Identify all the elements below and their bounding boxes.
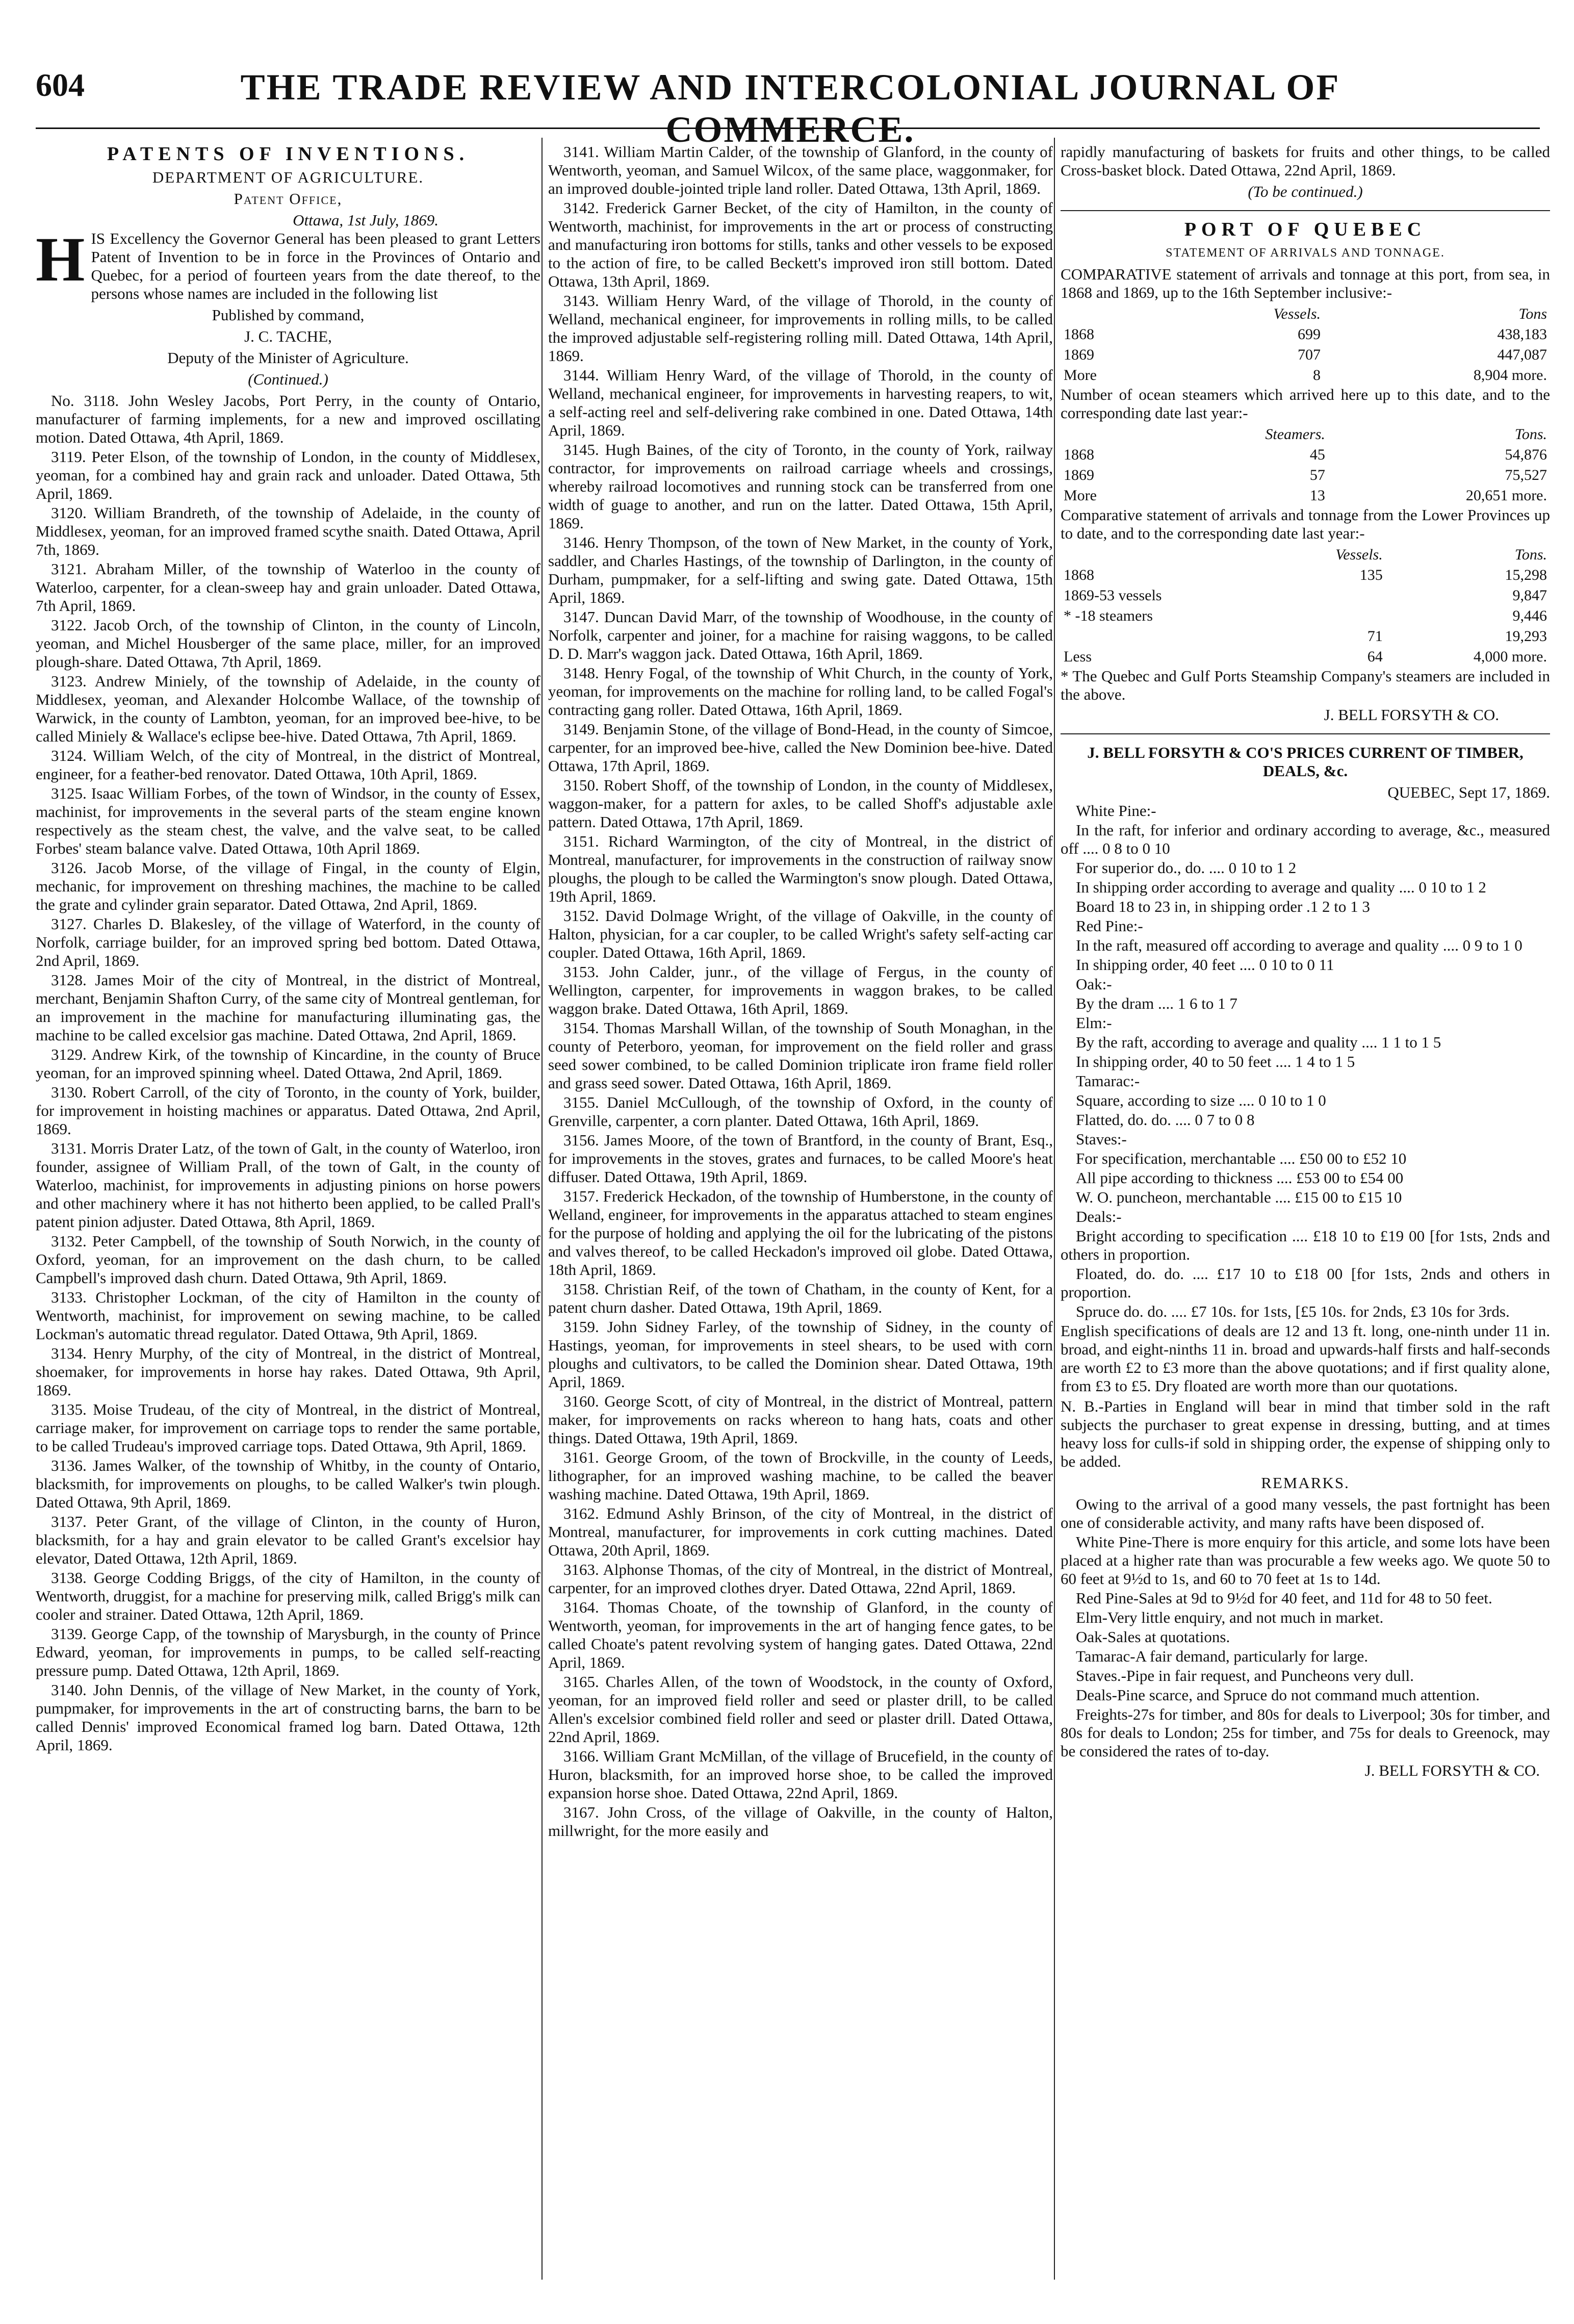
intro-text: IS Excellency the Governor General has been pleased to grant Letters Patent of Invention to be in force in the Provinces of Ontario and Quebec, for a period of fourteen years from the date thereof, to the persons whose names are included in the following list xyxy=(91,229,540,302)
remark: Tamarac-A fair demand, particularly for large. xyxy=(1076,1647,1369,1665)
price-line: Spruce do. do. .... £7 10s. for 1sts, [£5 10s. for 2nds, £3 10s for 3rds. xyxy=(1076,1303,1510,1320)
patent-entry: 3128. James Moir of the city of Montreal, in the district of Montreal, merchant, Benjamin Shafton Curry, of the same city of Montreal gentleman, for an improvement in the machine for manufacturing illuminating gas, the machine to be called excelsior gas machine. Dated Ottawa, 2nd April, 1869. xyxy=(36,971,540,1044)
table-cell: 13 xyxy=(1309,487,1325,504)
patent-entry: 3137. Peter Grant, of the village of Clinton, in the county of Huron, blacksmith, for a hay and grain elevator to be called Grant's excelsior hay elevator, Dated Ottawa, 12th April, 1869. xyxy=(36,1513,540,1567)
table-row xyxy=(1061,345,1550,365)
patent-entry: 3146. Henry Thompson, of the town of New Market, in the county of York, saddler, and Charles Hastings, of the township of Darlington, in the county of Durham, pumpmaker, for a self-lifting and swing gate. Dated Ottawa, 15th April, 1869. xyxy=(548,533,1053,606)
table-row xyxy=(1061,565,1550,585)
remark: Freights-27s for timber, and 80s for deals to Liverpool; 30s for timber, and 80s for deals to London; 25s for timber, and 75s for deals to Greenock, may be considered the rates of to-day. xyxy=(1061,1705,1550,1760)
patent-entry: 3132. Peter Campbell, of the township of South Norwich, in the county of Oxford, yeoman, for an improvement on the dash churn, to be called Campbell's improved dash churn. Dated Ottawa, 9th April, 1869. xyxy=(36,1232,540,1287)
running-head xyxy=(0,66,1574,150)
patent-entry: 3136. James Walker, of the township of Whitby, in the county of Ontario, blacksmith, for improvements on ploughs, to be called Walker's twin plough. Dated Ottawa, 9th April, 1869. xyxy=(36,1457,540,1511)
to-be-continued: (To be continued.) xyxy=(1248,183,1363,200)
price-line: White Pine:- xyxy=(1076,802,1156,820)
price-line: Oak:- xyxy=(1076,975,1112,993)
price-line: Deals:- xyxy=(1076,1208,1122,1225)
patent-entry: 3153. John Calder, junr., of the village of Fergus, in the county of Wellington, carpenter, for improvements in waggon brakes, to be called waggon brake. Dated Ottawa, 16th April, 1869. xyxy=(548,963,1053,1017)
price-line: In shipping order, 40 to 50 feet .... 1 4 to 1 5 xyxy=(1076,1053,1355,1070)
table-cell: 9,446 xyxy=(1512,607,1547,624)
remarks-title: REMARKS. xyxy=(1261,1474,1350,1492)
table-cell: 135 xyxy=(1359,567,1383,583)
signatory-title: Deputy of the Minister of Agriculture. xyxy=(167,349,409,367)
prices-title: J. BELL FORSYTH & CO'S PRICES CURRENT OF TIMBER, DEALS, &c. xyxy=(1087,744,1524,780)
table-cell: 699 xyxy=(1298,326,1321,343)
port-title: PORT OF QUEBEC xyxy=(1184,219,1427,240)
patent-entry: 3122. Jacob Orch, of the township of Clinton, in the county of Lincoln, yeoman, and Michel Housberger of the same place, miller, for an improved plough-share. Dated Ottawa, 7th April, 1869. xyxy=(36,616,540,671)
table-cell: 8,904 more. xyxy=(1473,367,1547,384)
divider xyxy=(1061,210,1550,211)
department-heading: DEPARTMENT OF AGRICULTURE. xyxy=(152,168,424,186)
footnote: * The Quebec and Gulf Ports Steamship Company's steamers are included in the above. xyxy=(1061,667,1550,703)
table-cell: More xyxy=(1064,487,1097,504)
price-line: Flatted, do. do. .... 0 7 to 0 8 xyxy=(1076,1111,1255,1129)
price-line: By the raft, according to average and quality .... 1 1 to 1 5 xyxy=(1076,1033,1441,1051)
table-cell: 447,087 xyxy=(1497,346,1547,363)
remark: Elm-Very little enquiry, and not much in market. xyxy=(1076,1608,1384,1626)
price-line: Floated, do. do. .... £17 10 to £18 00 [for 1sts, 2nds and others in proportion. xyxy=(1061,1265,1550,1301)
column-1 xyxy=(36,143,540,1755)
patent-entry: 3162. Edmund Ashly Brinson, of the city of Montreal, in the district of Montreal, manufacturer, for improvements in cork cutting machines. Dated Ottawa, 20th April, 1869. xyxy=(548,1504,1053,1559)
table-cell: More xyxy=(1064,367,1097,384)
patent-entry: 3163. Alphonse Thomas, of the city of Montreal, in the district of Montreal, carpenter, for an improved clothes dryer. Dated Ottawa, 22nd April, 1869. xyxy=(548,1561,1053,1597)
patent-entry: 3154. Thomas Marshall Willan, of the township of South Monaghan, in the county of Peterboro, yeoman, for improvement on the field roller and grass seed sower combined, to be called Dominion triplicate iron frame field roller and grass seed sower. Dated Ottawa, 16th April, 1869. xyxy=(548,1019,1053,1092)
patent-entry: 3135. Moise Trudeau, of the city of Montreal, in the district of Montreal, carriage maker, for improvement on carriage tops to render the same portable, to be called Trudeau's improved carriage tops. Dated Ottawa, 9th April, 1869. xyxy=(36,1400,540,1455)
table-cell: 75,527 xyxy=(1505,467,1547,483)
prices-date: QUEBEC, Sept 17, 1869. xyxy=(1387,783,1550,801)
price-line: Tamarac:- xyxy=(1076,1072,1140,1090)
section-title: PATENTS OF INVENTIONS. xyxy=(107,143,470,165)
table-cell: 1869 xyxy=(1064,346,1094,363)
price-line: By the dram .... 1 6 to 1 7 xyxy=(1076,994,1237,1012)
table-cell: 438,183 xyxy=(1497,326,1547,343)
lower-provinces-table xyxy=(1061,545,1550,667)
price-line: In shipping order, 40 feet .... 0 10 to 0 11 xyxy=(1076,956,1334,974)
price-line: For specification, merchantable .... £50 00 to £52 10 xyxy=(1076,1150,1407,1167)
price-line: Bright according to specification .... £18 10 to £19 00 [for 1sts, 2nds and others in proportion. xyxy=(1061,1227,1550,1263)
nb-note: N. B.-Parties in England will bear in mind that timber sold in the raft subjects the purchaser to great expense in dressing, butting, and at times heavy loss for culls-if sold in shipping order, the expense of shipping only to be added. xyxy=(1061,1397,1550,1470)
patent-entry: 3127. Charles D. Blakesley, of the village of Waterford, in the county of Norfolk, carriage builder, for an improved spring bed bottom. Dated Ottawa, 2nd April, 1869. xyxy=(36,915,540,969)
header-rule xyxy=(36,127,1540,129)
patent-entry: 3166. William Grant McMillan, of the village of Brucefield, in the county of Huron, blacksmith, for an improved horse shoe, to be called the improved expansion horse shoe. Dated Ottawa, 22nd April, 1869. xyxy=(548,1747,1053,1802)
price-line: In the raft, for inferior and ordinary according to average, &c., measured off .... 0 8 to 0 10 xyxy=(1061,821,1550,857)
patent-list xyxy=(548,143,1053,1840)
patent-entry: 3165. Charles Allen, of the town of Woodstock, in the county of Oxford, yeoman, for an improved field roller and seed or plaster drill, to be called Allen's excelsior combined field roller and seed or plaster drill. Dated Ottawa, 22nd April, 1869. xyxy=(548,1673,1053,1746)
steamers-table xyxy=(1061,424,1550,506)
remark: White Pine-There is more enquiry for this article, and some lots have been placed at a higher rate than was procurable a few weeks ago. We quote 50 to 60 feet at 9½d to 1s, and 60 to 70 feet at 1s to 14d. xyxy=(1061,1533,1550,1588)
table-cell: 707 xyxy=(1298,346,1321,363)
patent-entry: 3133. Christopher Lockman, of the city of Hamilton in the county of Wentworth, machinist, for improvement on sewing machine, to be called Lockman's automatic thread regulator. Dated Ottawa, 9th April, 1869. xyxy=(36,1288,540,1343)
published-line: Published by command, xyxy=(212,306,365,324)
table-cell: Less xyxy=(1064,648,1092,665)
price-line: Board 18 to 23 in, in shipping order .1 2 to 1 3 xyxy=(1076,898,1370,915)
table-header-cell xyxy=(1061,545,1276,565)
table-row xyxy=(1061,606,1550,626)
patent-entry: 3159. John Sidney Farley, of the township of Sidney, in the county of Hastings, yeoman, for improvements in steel shears, to be used with corn ploughs and cultivators, to be called the Dominion shear. Dated Ottawa, 19th April, 1869. xyxy=(548,1318,1053,1391)
table-cell: 1868 xyxy=(1064,326,1094,343)
column-rule xyxy=(541,138,543,2280)
table-cell xyxy=(1061,626,1276,647)
patent-entry: 3129. Andrew Kirk, of the township of Kincardine, in the county of Bruce yeoman, for an improved spinning wheel. Dated Ottawa, 2nd April, 1869. xyxy=(36,1045,540,1082)
price-line: All pipe according to thickness .... £53 00 to £54 00 xyxy=(1076,1169,1404,1187)
dateline: Ottawa, 1st July, 1869. xyxy=(293,211,438,229)
patent-entry: 3143. William Henry Ward, of the village of Thorold, in the county of Welland, mechanical engineer, for improvements in rolling mills, to be called the improved adjustable self-registering rolling mill. Dated Ottawa, 14th April, 1869. xyxy=(548,292,1053,365)
table-row xyxy=(1061,324,1550,345)
table-cell: 1869 xyxy=(1064,467,1094,483)
table-header-cell: Tons. xyxy=(1514,426,1547,443)
patent-list xyxy=(36,392,540,1754)
patent-entry: 3167. John Cross, of the village of Oakville, in the county of Halton, millwright, for the more easily and xyxy=(548,1803,1053,1840)
patent-entry: No. 3118. John Wesley Jacobs, Port Perry, in the county of Ontario, manufacturer of farming implements, for a new and improved oscillating motion. Dated Ottawa, 4th April, 1869. xyxy=(36,392,540,446)
office-heading: Patent Office, xyxy=(234,190,343,208)
patent-entry: 3140. John Dennis, of the village of New Market, in the county of York, pumpmaker, for improvements in the art of constructing barns, the barn to be called Dennis' improved Economical framed log barn. Dated Ottawa, 12th April, 1869. xyxy=(36,1681,540,1754)
page-number: 604 xyxy=(36,67,85,103)
patent-entry: 3157. Frederick Heckadon, of the township of Humberstone, in the county of Welland, engineer, for improvements in the apparatus attached to steam engines for the purpose of holding and applying the oil for the lubricating of the pistons and valves thereof, to be called Heckadon's improved oil globe. Dated Ottawa, 18th April, 1869. xyxy=(548,1187,1053,1279)
steamers-intro: Number of ocean steamers which arrived here up to this date, and to the corresponding date last year:- xyxy=(1061,386,1550,422)
price-line: In the raft, measured off according to average and quality .... 0 9 to 1 0 xyxy=(1076,936,1523,954)
column-2 xyxy=(548,143,1053,1841)
patent-entry: 3164. Thomas Choate, of the township of Glanford, in the county of Wentworth, yeoman, for improvements in the art of hanging fence gates, to be called Choate's patent revolving system of hanging gates. Dated Ottawa, 22nd April, 1869. xyxy=(548,1598,1053,1671)
price-line: W. O. puncheon, merchantable .... £15 00 to £15 10 xyxy=(1076,1188,1402,1206)
table-row xyxy=(1061,465,1550,486)
patent-entry: 3124. William Welch, of the city of Montreal, in the district of Montreal, engineer, for a feather-bed renovator. Dated Ottawa, 10th April, 1869. xyxy=(36,747,540,783)
table-header-cell: Vessels. xyxy=(1273,305,1321,322)
patent-entry: 3141. William Martin Calder, of the township of Glanford, in the county of Wentworth, yeoman, and Samuel Wilcox, of the same place, waggonmaker, for an improved double-jointed triple land roller. Dated Ottawa, 13th April, 1869. xyxy=(548,143,1053,197)
patent-entry: 3158. Christian Reif, of the town of Chatham, in the county of Kent, for a patent churn dasher. Dated Ottawa, 19th April, 1869. xyxy=(548,1280,1053,1316)
column-rule xyxy=(1054,138,1055,2280)
patent-entry: 3155. Daniel McCullough, of the township of Oxford, in the county of Grenville, carpenter, a corn planter. Dated Ottawa, 16th April, 1869. xyxy=(548,1093,1053,1130)
table-row xyxy=(1061,365,1550,386)
table-cell: 1868 xyxy=(1064,567,1094,583)
table-cell: 8 xyxy=(1313,367,1321,384)
signatory: J. C. TACHE, xyxy=(244,327,332,345)
table-row xyxy=(1061,647,1550,667)
patent-entry: 3130. Robert Carroll, of the city of Toronto, in the county of York, builder, for improvement in hoisting machines or apparatus. Dated Ottawa, 2nd April, 1869. xyxy=(36,1083,540,1138)
table-cell: 54,876 xyxy=(1505,446,1547,463)
table-cell: 45 xyxy=(1309,446,1325,463)
signoff: J. BELL FORSYTH & CO. xyxy=(1364,1761,1540,1779)
patent-entry: 3149. Benjamin Stone, of the village of Bond-Head, in the county of Simcoe, carpenter, for an improved bee-hive, called the New Dominion bee-hive. Dated Ottawa, 17th April, 1869. xyxy=(548,720,1053,775)
carryover-text: rapidly manufacturing of baskets for fruits and other things, to be called Cross-basket block. Dated Ottawa, 22nd April, 1869. xyxy=(1061,143,1550,179)
table-header-cell xyxy=(1061,304,1172,324)
patent-entry: 3123. Andrew Miniely, of the township of Adelaide, in the county of Middlesex, yeoman, and Alexander Holcombe Wallace, of the township of Warwick, in the county of Lambton, yeoman, for an improved bee-hive, to be called Miniely & Wallace's eclipse bee-hive. Dated Ottawa, 7th April, 1869. xyxy=(36,672,540,745)
remark: Deals-Pine scarce, and Spruce do not command much attention. xyxy=(1076,1686,1480,1704)
signoff: J. BELL FORSYTH & CO. xyxy=(1324,706,1499,724)
price-line: For superior do., do. .... 0 10 to 1 2 xyxy=(1076,859,1297,877)
table-cell: 64 xyxy=(1367,648,1383,665)
table-header-cell: Steamers. xyxy=(1265,426,1325,443)
patent-entry: 3139. George Capp, of the township of Marysburgh, in the county of Prince Edward, yeoman, for improvements in pumps, to be called self-reacting pressure pump. Dated Ottawa, 12th April, 1869. xyxy=(36,1625,540,1679)
price-line: In shipping order according to average and quality .... 0 10 to 1 2 xyxy=(1076,878,1486,896)
table-row xyxy=(1061,445,1550,465)
table-cell xyxy=(1276,585,1386,606)
arrivals-table xyxy=(1061,304,1550,386)
divider xyxy=(1061,733,1550,734)
remark: Oak-Sales at quotations. xyxy=(1076,1628,1230,1646)
table-row xyxy=(1061,626,1550,647)
patent-entry: 3125. Isaac William Forbes, of the town of Windsor, in the county of Essex, machinist, for improvements in the several parts of the steam engine known respectively as the steam chest, the valve, and the valve seat, to be called Forbes' steam balance valve. Dated Ottawa, 10th April 1869. xyxy=(36,784,540,857)
patent-entry: 3160. George Scott, of city of Montreal, in the district of Montreal, pattern maker, for improvements on racks whereon to hang hats, coats and other things. Dated Ottawa, 19th April, 1869. xyxy=(548,1392,1053,1447)
patent-entry: 3138. George Codding Briggs, of the city of Hamilton, in the county of Wentworth, druggist, for a machine for preserving milk, called Brigg's milk can cooler and strainer. Dated Ottawa, 12th April, 1869. xyxy=(36,1569,540,1623)
table-cell: 71 xyxy=(1367,628,1383,645)
table-header-cell: Tons xyxy=(1518,305,1547,322)
patent-entry: 3119. Peter Elson, of the township of London, in the county of Middlesex, yeoman, for a combined hay and grain rack and unloader. Dated Ottawa, 5th April, 1869. xyxy=(36,448,540,502)
english-note: English specifications of deals are 12 and 13 ft. long, one-ninth under 11 in. broad, and eight-ninths 11 in. broad and upwards-half firsts and half-seconds are worth £2 to £3 more than the above quotations; and if first quality alone, from £3 to £5. Dry floated are worth more than our quotations. xyxy=(1061,1322,1550,1395)
table-cell xyxy=(1276,606,1386,626)
table-cell: 19,293 xyxy=(1505,628,1547,645)
price-list xyxy=(1061,802,1550,1321)
table-cell: 9,847 xyxy=(1512,587,1547,604)
price-line: Square, according to size .... 0 10 to 1 0 xyxy=(1076,1091,1326,1109)
patent-entry: 3145. Hugh Baines, of the city of Toronto, in the county of York, railway contractor, for improvements on railroad carriage wheels and crossings, whereby railroad locomotives and running stock can be transferred from one width of guage to another, and run on the latter. Dated Ottawa, 15th April, 1869. xyxy=(548,441,1053,532)
continued-note: (Continued.) xyxy=(248,370,328,388)
dropcap: H xyxy=(36,224,85,294)
patent-entry: 3150. Robert Shoff, of the township of London, in the county of Middlesex, waggon-maker, for a pattern for axles, to be called Shoff's adjustable axle pattern. Dated Ottawa, 17th April, 1869. xyxy=(548,776,1053,831)
table-cell: 57 xyxy=(1309,467,1325,483)
table-cell: 20,651 more. xyxy=(1465,487,1547,504)
port-intro: COMPARATIVE statement of arrivals and tonnage at this port, from sea, in 1868 and 1869, up to the 16th September inclusive:- xyxy=(1061,265,1550,301)
price-line: Elm:- xyxy=(1076,1014,1112,1032)
table-header-cell xyxy=(1061,424,1160,445)
patent-entry: 3121. Abraham Miller, of the township of Waterloo in the county of Waterloo, carpenter, for a clean-sweep hay and grain unloader. Dated Ottawa, 7th April, 1869. xyxy=(36,560,540,615)
journal-title: THE TRADE REVIEW AND INTERCOLONIAL JOURNAL OF COMMERCE. xyxy=(240,67,1340,150)
patent-entry: 3148. Henry Fogal, of the township of Whit Church, in the county of York, yeoman, for improvements on the machine for rolling land, to be called Fogal's contracting gang roller. Dated Ottawa, 16th April, 1869. xyxy=(548,664,1053,719)
table-header-cell: Vessels. xyxy=(1335,546,1383,563)
table-header-cell: Tons. xyxy=(1514,546,1547,563)
table-cell: * -18 steamers xyxy=(1064,607,1153,624)
table-cell: 1868 xyxy=(1064,446,1094,463)
table-cell: 15,298 xyxy=(1505,567,1547,583)
patent-entry: 3131. Morris Drater Latz, of the town of Galt, in the county of Waterloo, iron founder, assignee of William Prall, of the town of Galt, in the county of Waterloo, machinist, for improvements in adjusting pinions on horse powers and other machinery where it has not hitherto been applied, to be called Prall's patent pinion adjuster. Dated Ottawa, 8th April, 1869. xyxy=(36,1139,540,1231)
price-line: Red Pine:- xyxy=(1076,917,1143,935)
intro-paragraph xyxy=(36,224,540,303)
remarks-list xyxy=(1061,1495,1550,1760)
remark: Red Pine-Sales at 9d to 9½d for 40 feet, and 11d for 48 to 50 feet. xyxy=(1076,1589,1492,1607)
remark: Staves.-Pipe in fair request, and Puncheons very dull. xyxy=(1076,1667,1414,1684)
column-3 xyxy=(1061,143,1550,1780)
remark: Owing to the arrival of a good many vessels, the past fortnight has been one of considerable activity, and many rafts have been disposed of. xyxy=(1061,1495,1550,1531)
patent-entry: 3151. Richard Warmington, of the city of Montreal, in the district of Montreal, manufacturer, for improvements in the construction of railway snow ploughs, the plough to be called the Warmington's snow plough. Dated Ottawa, 19th April, 1869. xyxy=(548,832,1053,905)
table-cell: 1869-53 vessels xyxy=(1064,587,1162,604)
patent-entry: 3152. David Dolmage Wright, of the village of Oakville, in the county of Halton, physician, for a car coupler, to be called Wright's safety self-acting car coupler. Dated Ottawa, 16th April, 1869. xyxy=(548,907,1053,961)
patent-entry: 3134. Henry Murphy, of the city of Montreal, in the district of Montreal, shoemaker, for improvements in horse hay rakes. Dated Ottawa, 9th April, 1869. xyxy=(36,1344,540,1399)
price-line: Staves:- xyxy=(1076,1130,1127,1148)
lower-provinces-intro: Comparative statement of arrivals and tonnage from the Lower Provinces up to date, and to the corresponding date last year:- xyxy=(1061,506,1550,542)
table-cell: 4,000 more. xyxy=(1473,648,1547,665)
patent-entry: 3120. William Brandreth, of the township of Adelaide, in the county of Middlesex, yeoman, for an improved framed scythe snaith. Dated Ottawa, April 7th, 1869. xyxy=(36,504,541,558)
patent-entry: 3144. William Henry Ward, of the village of Thorold, in the county of Welland, mechanical engineer, for improvements in harvesting reapers, to wit, a self-acting reel and self-delivering rake combined in one. Dated Ottawa, 14th April, 1869. xyxy=(548,366,1053,439)
table-row xyxy=(1061,585,1550,606)
table-row xyxy=(1061,486,1550,506)
patent-entry: 3161. George Groom, of the town of Brockville, in the county of Leeds, lithographer, for an improved washing machine, to be called the beaver washing machine. Dated Ottawa, 19th April, 1869. xyxy=(548,1448,1053,1503)
patent-entry: 3156. James Moore, of the town of Brantford, in the county of Brant, Esq., for improvements in the stoves, grates and furnaces, to be called Moore's heat diffuser. Dated Ottawa, 19th April, 1869. xyxy=(548,1131,1053,1186)
port-subtitle: STATEMENT OF ARRIVALS AND TONNAGE. xyxy=(1166,246,1445,260)
patent-entry: 3147. Duncan David Marr, of the township of Woodhouse, in the county of Norfolk, carpenter and joiner, for a machine for raising waggons, to be called D. D. Marr's waggon jack. Dated Ottawa, 16th April, 1869. xyxy=(548,608,1053,662)
patent-entry: 3126. Jacob Morse, of the village of Fingal, in the county of Elgin, mechanic, for improvement on threshing machines, the machine to be called the grate and cylinder grain separator. Dated Ottawa, 2nd April, 1869. xyxy=(36,859,540,913)
patent-entry: 3142. Frederick Garner Becket, of the city of Hamilton, in the county of Wentworth, machinist, for improvements in the art or process of constructing and manufacturing iron bottoms for stills, tanks and other vessels to be exposed to the action of fire, to be called Beckett's improved iron still bottom. Dated Ottawa, 13th April, 1869. xyxy=(548,199,1053,290)
